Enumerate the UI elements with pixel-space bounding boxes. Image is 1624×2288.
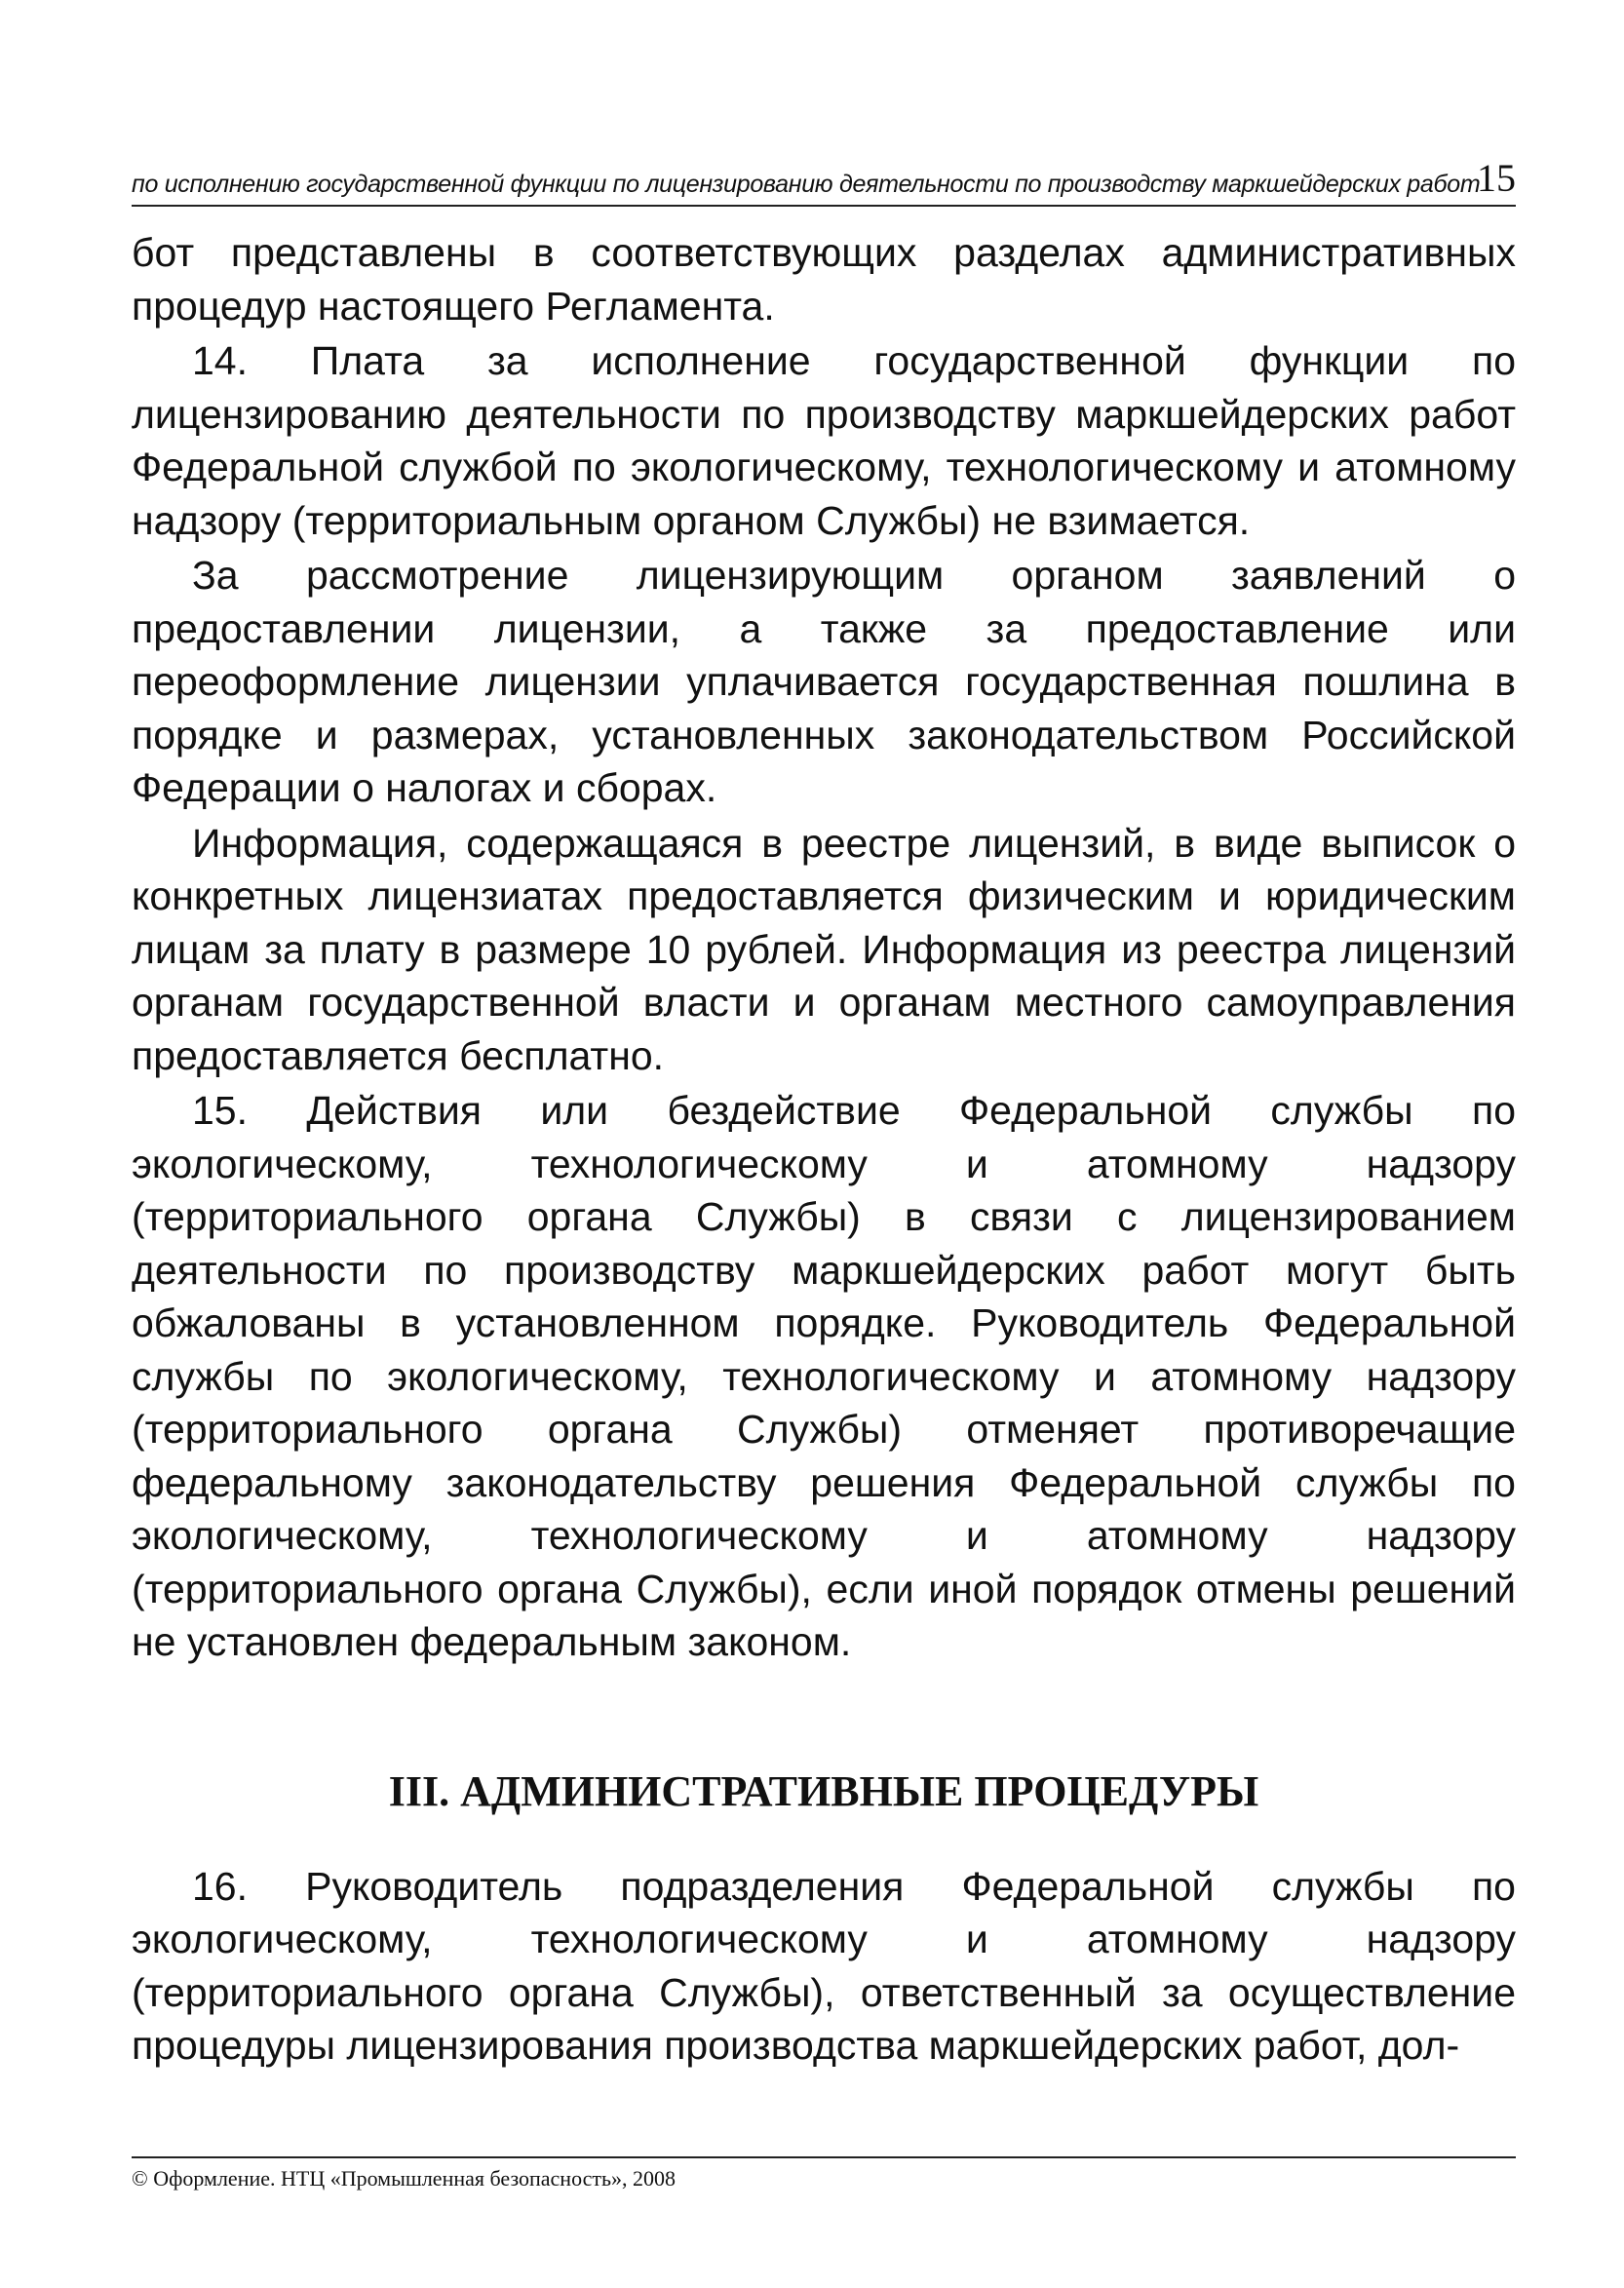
section-heading: III. АДМИНИСТРАТИВНЫЕ ПРОЦЕДУРЫ	[388, 1766, 1259, 1815]
running-header	[132, 156, 1516, 207]
paragraph-14: 14. Плата за исполнение государственной функции по лицензированию деятельности по производству маркшейдерских работ Федеральной службой по экологическому, технологическому и атомному надзору (территориальным органом Службы) не взимается.	[132, 338, 1516, 543]
body-text	[132, 226, 1516, 2073]
paragraph-16: 16. Руководитель подразделения Федеральной службы по экологическому, технологическому и атомному надзору (территориального органа Службы), ответственный за осуществление процедуры лицензирования производства маркшейдерских работ, дол-	[132, 1863, 1516, 2068]
paragraph-15: 15. Действия или бездействие Федеральной службы по экологическому, технологическому и атомному надзору (территориального органа Службы) в связи с лицензированием деятельности по производству маркшейдерских работ могут быть обжалованы в установленном порядке. Руководитель Федеральной службы по экологическому, технологическому и атомному надзору (территориального органа Службы) отменяет противоречащие федеральному законодательству решения Федеральной службы по экологическому, технологическому и атомному надзору (территориального органа Службы), если иной порядок отмены решений не установлен федеральным законом.	[132, 1088, 1516, 1664]
page-number: 15	[1477, 156, 1516, 200]
footer-copyright: © Оформление. НТЦ «Промышленная безопасность», 2008	[132, 2166, 677, 2191]
paragraph-continuation: бот представлены в соответствующих разделах административных процедур настоящего Регламента.	[132, 230, 1516, 329]
paragraph-state-fee: За рассмотрение лицензирующим органом заявлений о предоставлении лицензии, а также за предоставление или переоформление лицензии уплачивается государственная пошлина в порядке и размерах, установленных законодательством Российской Федерации о налогах и сборах.	[132, 553, 1516, 810]
paragraph-registry-info: Информация, содержащаяся в реестре лицензий, в виде выписок о конкретных лицензиатах предоставляется физическим и юридическим лицам за плату в размере 10 рублей. Информация из реестра лицензий органам государственной власти и органам местного самоуправления предоставляется бесплатно.	[132, 820, 1516, 1078]
running-header-title: по исполнению государственной функции по лицензированию деятельности по производству маркшейдерских работ	[132, 171, 1481, 198]
page-footer	[132, 2156, 1516, 2191]
